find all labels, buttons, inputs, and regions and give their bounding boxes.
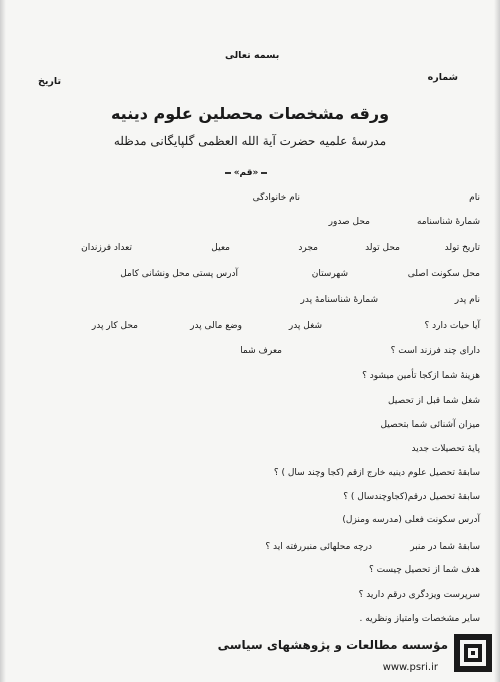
field-new-level: پایهٔ تحصیلات جدید (411, 444, 480, 454)
field-father-alive: آیا حیات دارد ؟ (424, 321, 480, 331)
watermark-footer (217, 628, 500, 682)
field-guardian: سرپرست ویزدگری درقم دارید ؟ (358, 590, 480, 600)
number-label: شماره (427, 72, 458, 83)
city-stamp: «قم» (228, 166, 264, 180)
field-id-number: شمارهٔ شناسنامه (416, 217, 480, 227)
field-first-name: نام (469, 193, 480, 203)
field-expenses: هزینهٔ شما ازکجا تأمین میشود ؟ (362, 371, 480, 381)
field-familiarity: میزان آشنائی شما بتحصیل (380, 420, 480, 430)
field-original-residence: محل سکونت اصلی (407, 269, 480, 279)
field-study-outside: سابقهٔ تحصیل علوم دینیه خارج ازقم (کجا وچند سال ) ؟ (273, 468, 480, 478)
field-study-qom: سابقهٔ تحصیل درقم(کجاوچندسال ) ؟ (343, 492, 480, 502)
field-pulpit-places: درچه محلهائی منبررفته اید ؟ (265, 542, 372, 552)
field-father-workplace: محل کار پدر (91, 321, 138, 331)
field-city: شهرستان (311, 269, 348, 279)
institute-name: مؤسسه مطالعات و پژوهشهای سیاسی (217, 638, 448, 652)
field-child-of: دارای چند فرزند است ؟ (390, 346, 480, 356)
field-father-id-number: شمارهٔ شناسنامهٔ پدر (300, 295, 378, 305)
field-single: مجرد (298, 243, 318, 253)
date-label: تاریخ (38, 76, 62, 87)
page-edge (0, 0, 6, 682)
field-father-financial: وضع مالی پدر (190, 321, 242, 331)
field-father-name: نام پدر (454, 295, 480, 305)
field-married: معیل (211, 243, 230, 253)
field-place-of-issue: محل صدور (328, 217, 370, 227)
field-pulpit-history: سابقهٔ شما در منبر (410, 542, 480, 552)
field-father-job: شغل پدر (288, 321, 322, 331)
field-current-address: آدرس سکونت فعلی (مدرسه ومنزل) (342, 515, 480, 525)
field-birth-date: تاریخ تولد (444, 243, 480, 253)
field-postal-address: آدرس پستی محل ونشانی کامل (120, 269, 238, 279)
field-other: سایر مشخصات وامتیاز ونظریه . (359, 614, 480, 624)
field-family-name: نام خانوادگی (252, 193, 300, 203)
basmala: بسمه تعالی (225, 50, 280, 61)
field-birth-place: محل تولد (365, 243, 400, 253)
institute-url: www.psri.ir (382, 662, 438, 673)
form-title: ورقه مشخصات محصلین علوم دینیه (110, 104, 390, 123)
field-job-before: شغل شما قبل از تحصیل (388, 396, 480, 406)
field-children-count: تعداد فرزندان (81, 243, 132, 253)
form-subtitle: مدرسهٔ علمیه حضرت آیة الله العظمی گلپایگانی مدظله (113, 134, 387, 148)
institute-logo-icon (454, 634, 492, 672)
page-edge (494, 0, 500, 682)
field-introducer: معرف شما (240, 346, 282, 356)
field-goal: هدف شما از تحصیل چیست ؟ (368, 565, 480, 575)
